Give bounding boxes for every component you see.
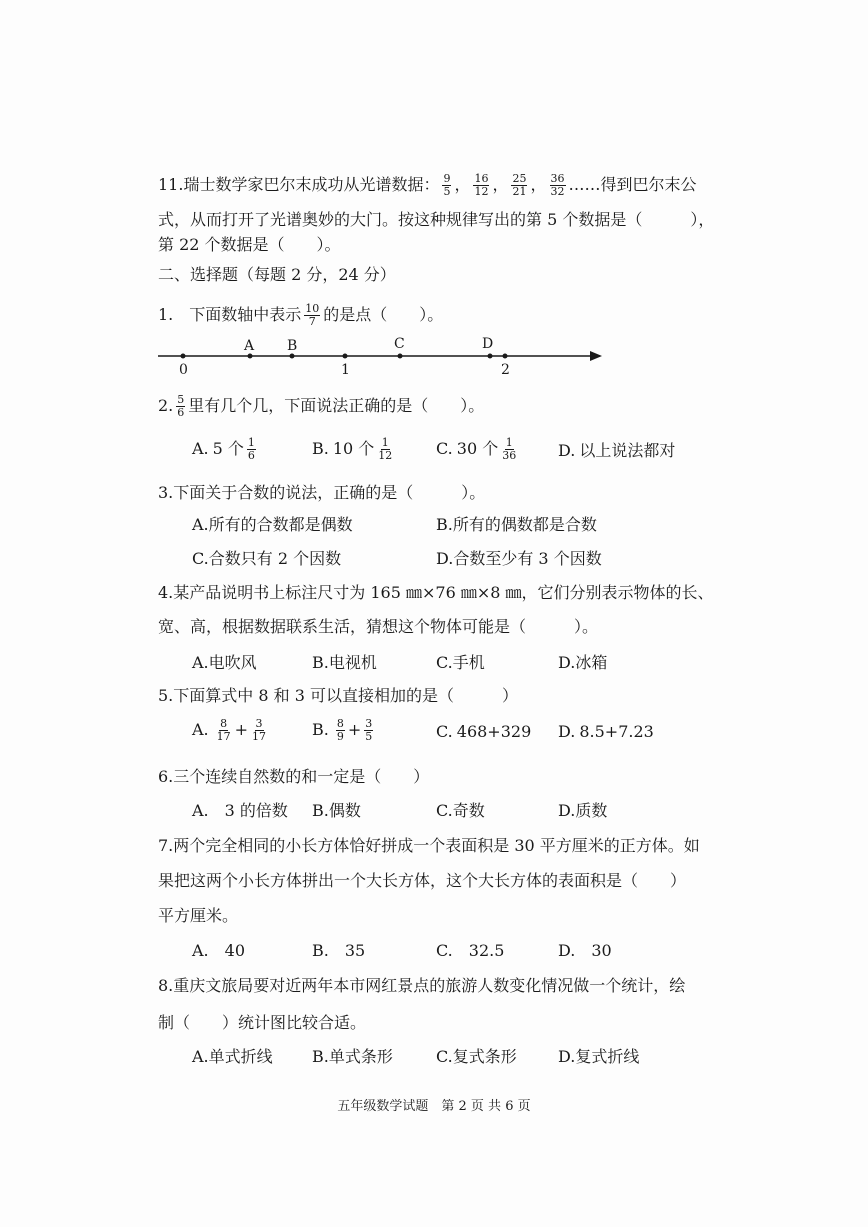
q6-option-c[interactable]: C.奇数	[436, 801, 485, 820]
q7-option-b[interactable]: B. 35	[312, 941, 366, 960]
q8-option-c[interactable]: C.复式条形	[436, 1047, 517, 1066]
q4-line2: 宽、高，根据数据联系生活，猜想这个物体可能是（ ）。	[158, 617, 599, 636]
q5-option-c[interactable]: C. 468+329	[436, 722, 532, 741]
q2-option-d[interactable]: D. 以上说法都对	[558, 441, 676, 460]
q11-frac-2: $\frac{16}{12}$	[474, 172, 489, 198]
q11-line1: 11.瑞士数学家巴尔末成功从光谱数据： $\frac{9}{5}$ ， $\frac{16}{12}$ ， $\frac{25}{21}$ ， $\frac{36}{32}$ ……得到巴尔末公	[158, 172, 697, 198]
q7-option-d[interactable]: D. 30	[558, 941, 612, 960]
q11-line2: 式，从而打开了光谱奥妙的大门。按这种规律写出的第 5 个数据是（ ），	[158, 210, 715, 229]
q5-option-a[interactable]: A. $\frac{8}{17}$ + $\frac{3}{17}$	[192, 717, 267, 743]
q1-frac: $\frac{10}{7}$	[305, 302, 320, 328]
q6-option-d[interactable]: D.质数	[558, 801, 608, 820]
q5-option-b-frac-2: $\frac{3}{5}$	[365, 717, 373, 743]
tick-label-1: 1	[341, 362, 350, 378]
q2-option-a-frac: $\frac{1}{6}$	[247, 436, 255, 462]
point-c	[398, 354, 403, 359]
tick-label-0: 0	[179, 362, 188, 378]
q11-frac-1: $\frac{9}{5}$	[443, 172, 451, 198]
q4-option-a[interactable]: A.电吹风	[192, 653, 257, 672]
q7-line2: 果把这两个小长方体拼出一个大长方体，这个大长方体的表面积是（ ）	[158, 871, 687, 890]
label-c: C	[394, 336, 405, 352]
q11-frac-3: $\frac{25}{21}$	[512, 172, 527, 198]
q2-option-a[interactable]: A. 5 个 $\frac{1}{6}$	[192, 436, 255, 462]
q4-option-d[interactable]: D.冰箱	[558, 653, 608, 672]
q5-option-b-frac-1: $\frac{8}{9}$	[336, 717, 344, 743]
q3-option-a[interactable]: A.所有的合数都是偶数	[192, 515, 353, 534]
tick-point-1	[343, 354, 348, 359]
q1-stem: 1. 下面数轴中表示 $\frac{10}{7}$ 的是点（ ）。	[158, 302, 444, 328]
point-a	[248, 354, 253, 359]
number-line-svg	[150, 336, 620, 386]
q8-line2: 制（ ）统计图比较合适。	[158, 1013, 367, 1032]
q3-option-b[interactable]: B.所有的偶数都是合数	[436, 515, 597, 534]
tick-point-2	[503, 354, 508, 359]
q8-line1: 8.重庆文旅局要对近两年本市网红景点的旅游人数变化情况做一个统计，绘	[158, 976, 686, 995]
tick-point-0	[181, 354, 186, 359]
tick-label-2: 2	[501, 362, 510, 378]
q2-stem: 2. $\frac{5}{6}$ 里有几个几，下面说法正确的是（ ）。	[158, 393, 485, 419]
q6-stem: 6.三个连续自然数的和一定是（ ）	[158, 767, 430, 786]
q2-frac: $\frac{5}{6}$	[177, 393, 185, 419]
q8-option-b[interactable]: B.单式条形	[312, 1047, 393, 1066]
q6-option-b[interactable]: B.偶数	[312, 801, 361, 820]
q7-option-a[interactable]: A. 40	[192, 941, 246, 960]
q5-stem: 5.下面算式中 8 和 3 可以直接相加的是（ ）	[158, 686, 518, 705]
q4-option-b[interactable]: B.电视机	[312, 653, 377, 672]
q11-line3: 第 22 个数据是（ ）。	[158, 235, 341, 254]
point-d	[488, 354, 493, 359]
q7-option-c[interactable]: C. 32.5	[436, 941, 505, 960]
point-b	[290, 354, 295, 359]
q5-option-d[interactable]: D. 8.5+7.23	[558, 722, 654, 741]
q2-option-b[interactable]: B. 10 个 $\frac{1}{12}$	[312, 436, 393, 462]
number-line	[150, 336, 620, 386]
q2-option-c[interactable]: C. 30 个 $\frac{1}{36}$	[436, 436, 517, 462]
q5-option-a-frac-1: $\frac{8}{17}$	[216, 717, 231, 743]
q3-option-d[interactable]: D.合数至少有 3 个因数	[436, 549, 602, 568]
q8-option-d[interactable]: D.复式折线	[558, 1047, 640, 1066]
q11-frac-4: $\frac{36}{32}$	[550, 172, 565, 198]
q7-line1: 7.两个完全相同的小长方体恰好拼成一个表面积是 30 平方厘米的正方体。如	[158, 836, 700, 855]
q5-option-b[interactable]: B. $\frac{8}{9}$ + $\frac{3}{5}$	[312, 717, 373, 743]
q4-option-c[interactable]: C.手机	[436, 653, 485, 672]
arrow-right-icon	[590, 351, 602, 361]
label-d: D	[482, 336, 494, 352]
q6-option-a[interactable]: A. 3 的倍数	[192, 801, 288, 820]
q3-stem: 3.下面关于合数的说法，正确的是（ ）。	[158, 483, 486, 502]
label-a: A	[244, 338, 255, 354]
page-footer: 五年级数学试题 第 2 页 共 6 页	[337, 1099, 531, 1114]
section-title: 二、选择题（每题 2 分，24 分）	[158, 265, 396, 284]
q3-option-c[interactable]: C.合数只有 2 个因数	[192, 549, 342, 568]
q2-option-b-frac: $\frac{1}{12}$	[378, 436, 393, 462]
q2-option-c-frac: $\frac{1}{36}$	[502, 436, 517, 462]
q7-line3: 平方厘米。	[158, 906, 239, 925]
label-b: B	[287, 338, 298, 354]
q8-option-a[interactable]: A.单式折线	[192, 1047, 273, 1066]
q5-option-a-frac-2: $\frac{3}{17}$	[252, 717, 267, 743]
q4-line1: 4.某产品说明书上标注尺寸为 165 ㎜×76 ㎜×8 ㎜，它们分别表示物体的长、	[158, 583, 714, 602]
